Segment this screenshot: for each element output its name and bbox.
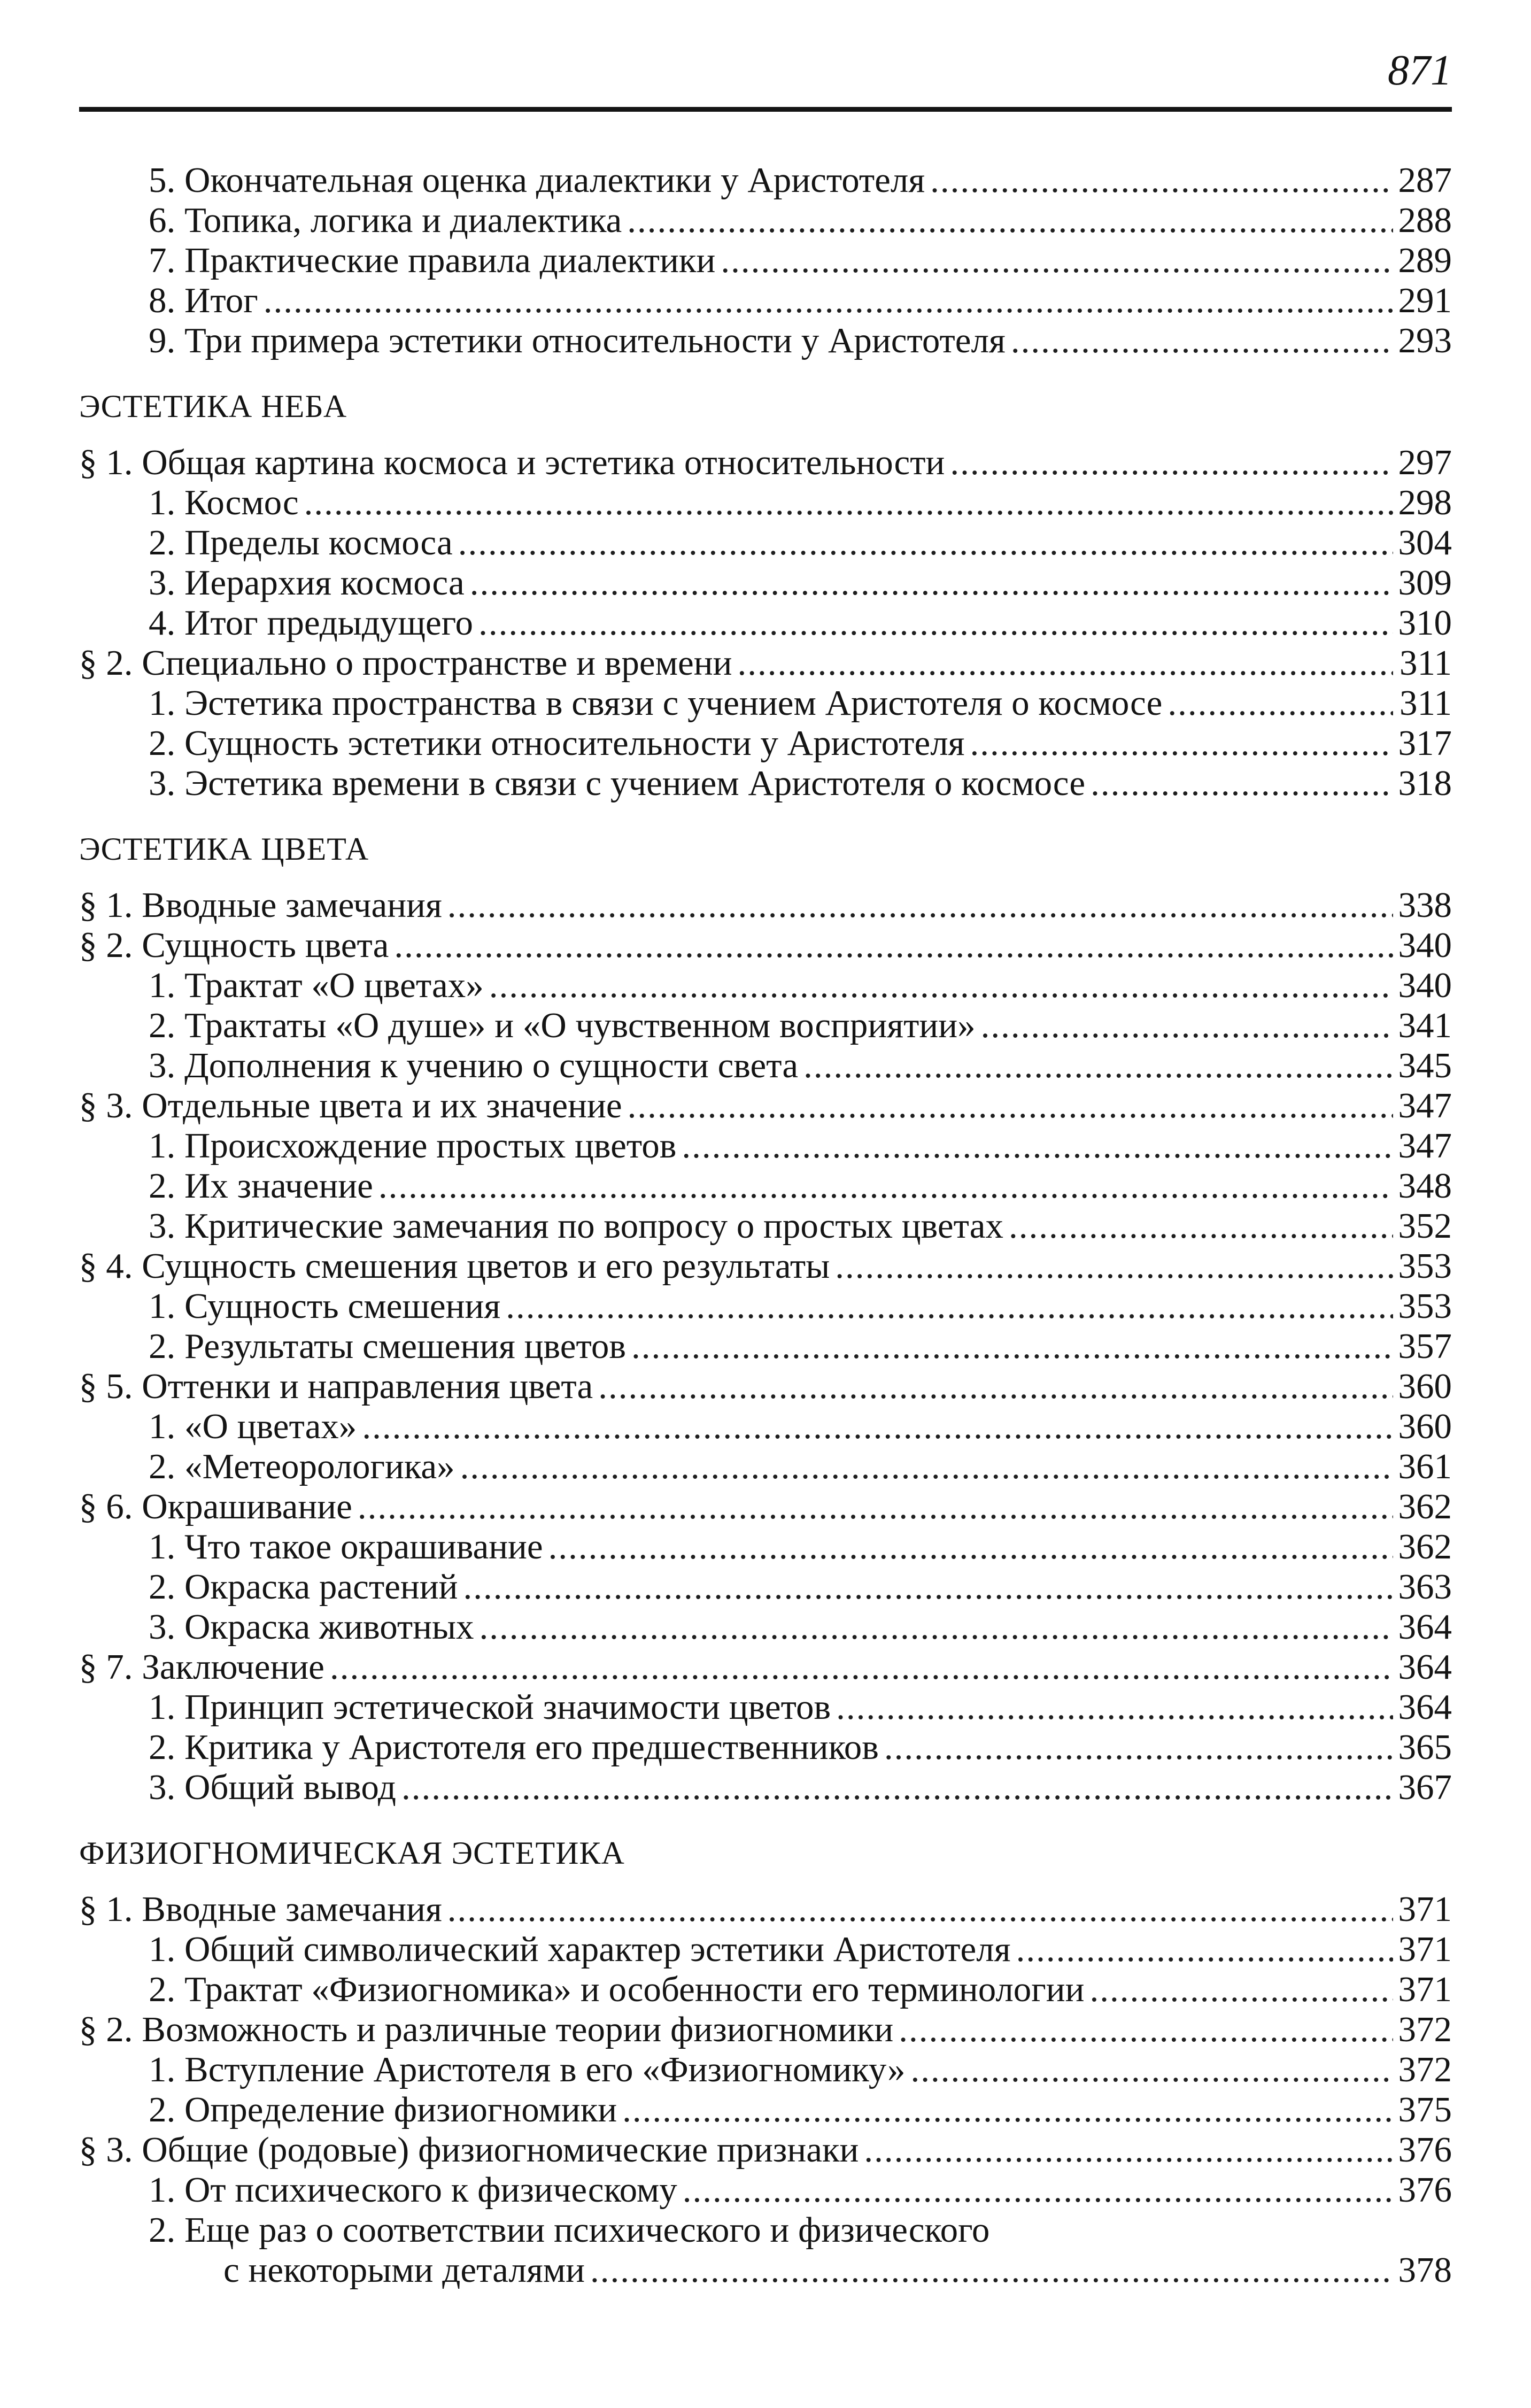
toc-entry-page: 376 bbox=[1398, 2170, 1452, 2210]
section-heading: ЭСТЕТИКА НЕБА bbox=[79, 389, 347, 424]
toc-entry-title: с некоторыми деталями bbox=[223, 2250, 585, 2290]
toc-entry-title: § 1. Общая картина космоса и эстетика относительности bbox=[79, 443, 945, 482]
toc-entry-page: 304 bbox=[1398, 523, 1452, 562]
toc-entry-page: 298 bbox=[1398, 483, 1452, 522]
toc-entry-page: 371 bbox=[1398, 1970, 1452, 2009]
dot-leader bbox=[590, 2250, 1393, 2290]
toc-entry bbox=[79, 683, 1452, 723]
toc-entry bbox=[79, 1246, 1452, 1286]
dot-leader bbox=[480, 1607, 1393, 1647]
toc-entry-title: § 2. Возможность и различные теории физиогномики bbox=[79, 2010, 894, 2049]
toc-entry bbox=[79, 1447, 1452, 1487]
toc-entry-title: 1. «О цветах» bbox=[149, 1407, 357, 1446]
toc-entry-title: § 1. Вводные замечания bbox=[79, 885, 442, 925]
toc-entry-page: 311 bbox=[1399, 683, 1452, 723]
toc-entry-title: 2. Определение физиогномики bbox=[149, 2090, 617, 2129]
toc-entry bbox=[79, 1687, 1452, 1727]
toc-entry bbox=[79, 1768, 1452, 1808]
dot-leader bbox=[458, 523, 1393, 563]
dot-leader bbox=[1091, 763, 1393, 804]
dot-leader bbox=[478, 603, 1393, 643]
toc-entry-title: 3. Дополнения к учению о сущности света bbox=[149, 1046, 799, 1085]
dot-leader bbox=[362, 1407, 1393, 1447]
toc-entry-page: 297 bbox=[1398, 443, 1452, 482]
toc-entry-page: 347 bbox=[1398, 1086, 1452, 1125]
toc-entry bbox=[79, 1727, 1452, 1768]
toc-entry bbox=[79, 2130, 1452, 2170]
toc-entry-title: 7. Практические правила диалектики bbox=[149, 241, 716, 280]
toc-entry bbox=[79, 1086, 1452, 1126]
toc-entry-title: 2. Еще раз о соответствии психического и физического bbox=[149, 2210, 990, 2250]
toc-entry-page: 372 bbox=[1398, 2050, 1452, 2089]
toc-entry-page: 361 bbox=[1398, 1447, 1452, 1486]
toc-entry-page: 362 bbox=[1398, 1527, 1452, 1566]
dot-leader bbox=[950, 443, 1393, 483]
dot-leader bbox=[1009, 1206, 1393, 1246]
dot-leader bbox=[627, 200, 1393, 241]
toc-entry-page: 367 bbox=[1398, 1768, 1452, 1807]
toc-entry-title: 9. Три примера эстетики относительности у Аристотеля bbox=[149, 321, 1006, 360]
dot-leader bbox=[460, 1447, 1393, 1487]
dot-leader bbox=[447, 1889, 1393, 1930]
dot-leader bbox=[447, 885, 1393, 925]
toc-entry-page: 340 bbox=[1398, 925, 1452, 965]
toc-entry-title: 1. Происхождение простых цветов bbox=[149, 1126, 677, 1166]
toc-entry bbox=[79, 1487, 1452, 1527]
toc-entry-page: 372 bbox=[1398, 2010, 1452, 2049]
dot-leader bbox=[470, 563, 1393, 603]
toc-entry-page: 364 bbox=[1398, 1647, 1452, 1687]
toc-entry-page: 287 bbox=[1398, 160, 1452, 200]
toc-entry-title: 1. Эстетика пространства в связи с учением Аристотеля о космосе bbox=[149, 683, 1163, 723]
toc-entry-title: 3. Эстетика времени в связи с учением Аристотеля о космосе bbox=[149, 763, 1086, 803]
toc-entry-page: 291 bbox=[1398, 281, 1452, 320]
toc-entry bbox=[79, 321, 1452, 361]
toc-entry-title: 2. Окраска растений bbox=[149, 1567, 458, 1607]
toc-entry-page: 338 bbox=[1398, 885, 1452, 925]
dot-leader bbox=[899, 2010, 1393, 2050]
toc-entry-page: 362 bbox=[1398, 1487, 1452, 1526]
toc-entry-page: 371 bbox=[1398, 1889, 1452, 1929]
dot-leader bbox=[910, 2050, 1393, 2090]
dot-leader bbox=[304, 483, 1393, 523]
page-number: 871 bbox=[1388, 47, 1452, 94]
toc-entry-page: 360 bbox=[1398, 1367, 1452, 1406]
dot-leader bbox=[864, 2130, 1393, 2170]
toc-entry-title: 1. Вступление Аристотеля в его «Физиогномику» bbox=[149, 2050, 906, 2089]
toc-entry bbox=[79, 2090, 1452, 2130]
toc-entry bbox=[79, 1126, 1452, 1166]
toc-entry bbox=[79, 1206, 1452, 1246]
toc-entry bbox=[79, 200, 1452, 241]
toc-entry-title: § 3. Отдельные цвета и их значение bbox=[79, 1086, 622, 1125]
toc-entry-title: § 4. Сущность смешения цветов и его результаты bbox=[79, 1246, 830, 1286]
toc-entry bbox=[79, 2010, 1452, 2050]
toc-entry-title: § 3. Общие (родовые) физиогномические признаки bbox=[79, 2130, 859, 2170]
dot-leader bbox=[835, 1246, 1393, 1286]
toc-entry-page: 364 bbox=[1398, 1607, 1452, 1647]
toc-entry-page: 289 bbox=[1398, 241, 1452, 280]
dot-leader bbox=[721, 241, 1393, 281]
toc-entry bbox=[79, 2050, 1452, 2090]
toc-entry bbox=[79, 2170, 1452, 2210]
toc-entry bbox=[79, 603, 1452, 643]
toc-entry-page: 363 bbox=[1398, 1567, 1452, 1607]
toc-entry-page: 288 bbox=[1398, 200, 1452, 240]
toc-entry-page: 352 bbox=[1398, 1206, 1452, 1246]
toc-entry bbox=[79, 1889, 1452, 1930]
toc-entry-page: 353 bbox=[1398, 1246, 1452, 1286]
dot-leader bbox=[683, 2170, 1393, 2210]
dot-leader bbox=[1167, 683, 1393, 723]
toc-entry-title: 8. Итог bbox=[149, 281, 258, 320]
toc-entry-title: § 7. Заключение bbox=[79, 1647, 324, 1687]
toc-entry-page: 340 bbox=[1398, 966, 1452, 1005]
toc-entry-page: 293 bbox=[1398, 321, 1452, 360]
dot-leader bbox=[548, 1527, 1393, 1567]
dot-leader bbox=[930, 160, 1393, 200]
header-rule bbox=[79, 107, 1452, 112]
toc-entry-title: § 6. Окрашивание bbox=[79, 1487, 352, 1526]
toc-entry bbox=[79, 925, 1452, 966]
toc-entry-title: 5. Окончательная оценка диалектики у Аристотеля bbox=[149, 160, 925, 200]
toc-entry-title: 2. Результаты смешения цветов bbox=[149, 1326, 626, 1366]
dot-leader bbox=[378, 1166, 1393, 1206]
toc-entry-page: 357 bbox=[1398, 1326, 1452, 1366]
dot-leader bbox=[506, 1286, 1393, 1326]
toc-entry-title: 1. Космос bbox=[149, 483, 299, 522]
toc-entry bbox=[79, 1607, 1452, 1647]
toc-entry bbox=[79, 1326, 1452, 1367]
toc-entry bbox=[79, 1647, 1452, 1687]
toc-entry bbox=[79, 763, 1452, 804]
dot-leader bbox=[970, 723, 1393, 763]
toc-entry-title: § 1. Вводные замечания bbox=[79, 1889, 442, 1929]
dot-leader bbox=[330, 1647, 1393, 1687]
toc-entry bbox=[79, 241, 1452, 281]
toc-entry-title: 3. Иерархия космоса bbox=[149, 563, 465, 603]
toc-entry-page: 348 bbox=[1398, 1166, 1452, 1206]
toc-entry-title: 2. Трактаты «О душе» и «О чувственном восприятии» bbox=[149, 1006, 976, 1045]
toc-entry-page: 360 bbox=[1398, 1407, 1452, 1446]
toc-entry-title: § 2. Специально о пространстве и времени bbox=[79, 643, 732, 683]
toc-entry bbox=[79, 966, 1452, 1006]
toc-entry-page: 376 bbox=[1398, 2130, 1452, 2170]
toc-entry bbox=[79, 1407, 1452, 1447]
toc-entry-page: 311 bbox=[1399, 643, 1452, 683]
toc-entry-title: 1. Трактат «О цветах» bbox=[149, 966, 484, 1005]
toc-entry-page: 317 bbox=[1398, 723, 1452, 763]
toc-entry-title: 2. Их значение bbox=[149, 1166, 373, 1206]
toc-entry bbox=[79, 1970, 1452, 2010]
toc-entry bbox=[79, 885, 1452, 925]
toc-entry bbox=[79, 1567, 1452, 1607]
toc-entry-page: 378 bbox=[1398, 2250, 1452, 2290]
toc-entry-title: 2. «Метеорологика» bbox=[149, 1447, 455, 1486]
dot-leader bbox=[836, 1687, 1393, 1727]
toc-entry-title: 1. Общий символический характер эстетики Аристотеля bbox=[149, 1930, 1011, 1969]
section-heading: ЭСТЕТИКА ЦВЕТА bbox=[79, 831, 369, 867]
toc-entry-page: 371 bbox=[1398, 1930, 1452, 1969]
toc-entry-title: 1. Принцип эстетической значимости цветов bbox=[149, 1687, 831, 1727]
toc-entry bbox=[79, 643, 1452, 683]
toc-entry-page: 375 bbox=[1398, 2090, 1452, 2129]
toc-entry bbox=[79, 1046, 1452, 1086]
toc-entry bbox=[79, 563, 1452, 603]
toc-entry-title: § 5. Оттенки и направления цвета bbox=[79, 1367, 593, 1406]
toc-entry bbox=[79, 2210, 1452, 2250]
toc-entry-title: 3. Окраска животных bbox=[149, 1607, 474, 1647]
toc-entry-title: 2. Сущность эстетики относительности у Аристотеля bbox=[149, 723, 965, 763]
toc-entry-title: 3. Критические замечания по вопросу о простых цветах bbox=[149, 1206, 1003, 1246]
toc-entry bbox=[79, 1527, 1452, 1567]
toc-entry-title: 1. От психического к физическому bbox=[149, 2170, 677, 2210]
toc-entry-page: 353 bbox=[1398, 1286, 1452, 1326]
toc-entry-title: 1. Что такое окрашивание bbox=[149, 1527, 543, 1566]
toc-entry bbox=[79, 1367, 1452, 1407]
toc-entry-title: 3. Общий вывод bbox=[149, 1768, 397, 1807]
toc-entry-title: 4. Итог предыдущего bbox=[149, 603, 474, 643]
dot-leader bbox=[264, 281, 1393, 321]
dot-leader bbox=[1011, 321, 1393, 361]
toc-entry bbox=[79, 1166, 1452, 1206]
toc-entry-title: 1. Сущность смешения bbox=[149, 1286, 501, 1326]
toc-entry bbox=[79, 723, 1452, 763]
toc-entry bbox=[79, 1930, 1452, 1970]
dot-leader bbox=[628, 1086, 1393, 1126]
toc-entry-page: 341 bbox=[1398, 1006, 1452, 1045]
dot-leader bbox=[394, 925, 1393, 966]
toc-entry bbox=[79, 1006, 1452, 1046]
toc-entry-title: 2. Трактат «Физиогномика» и особенности его терминологии bbox=[149, 1970, 1085, 2009]
dot-leader bbox=[682, 1126, 1393, 1166]
section-heading: ФИЗИОГНОМИЧЕСКАЯ ЭСТЕТИКА bbox=[79, 1835, 625, 1871]
dot-leader bbox=[1089, 1970, 1393, 2010]
table-of-contents bbox=[79, 160, 1452, 2290]
dot-leader bbox=[598, 1367, 1393, 1407]
toc-entry-title: 2. Пределы космоса bbox=[149, 523, 453, 562]
toc-entry-page: 345 bbox=[1398, 1046, 1452, 1085]
toc-entry-page: 309 bbox=[1398, 563, 1452, 603]
toc-entry bbox=[79, 483, 1452, 523]
toc-entry-page: 310 bbox=[1398, 603, 1452, 643]
dot-leader bbox=[489, 966, 1393, 1006]
dot-leader bbox=[622, 2090, 1393, 2130]
toc-entry bbox=[79, 160, 1452, 200]
toc-entry bbox=[79, 2250, 1452, 2290]
dot-leader bbox=[358, 1487, 1393, 1527]
toc-entry-title: 2. Критика у Аристотеля его предшественников bbox=[149, 1727, 879, 1767]
dot-leader bbox=[981, 1006, 1393, 1046]
dot-leader bbox=[401, 1768, 1393, 1808]
toc-entry bbox=[79, 443, 1452, 483]
dot-leader bbox=[884, 1727, 1393, 1768]
toc-entry-page: 318 bbox=[1398, 763, 1452, 803]
dot-leader bbox=[631, 1326, 1393, 1367]
toc-entry-page: 364 bbox=[1398, 1687, 1452, 1727]
toc-entry-title: § 2. Сущность цвета bbox=[79, 925, 389, 965]
dot-leader bbox=[463, 1567, 1393, 1607]
toc-entry-title: 6. Топика, логика и диалектика bbox=[149, 200, 622, 240]
dot-leader bbox=[1016, 1930, 1393, 1970]
toc-entry bbox=[79, 1286, 1452, 1326]
dot-leader bbox=[803, 1046, 1393, 1086]
toc-entry-page: 365 bbox=[1398, 1727, 1452, 1767]
dot-leader bbox=[737, 643, 1393, 683]
toc-entry bbox=[79, 281, 1452, 321]
toc-entry bbox=[79, 523, 1452, 563]
toc-entry-page: 347 bbox=[1398, 1126, 1452, 1166]
